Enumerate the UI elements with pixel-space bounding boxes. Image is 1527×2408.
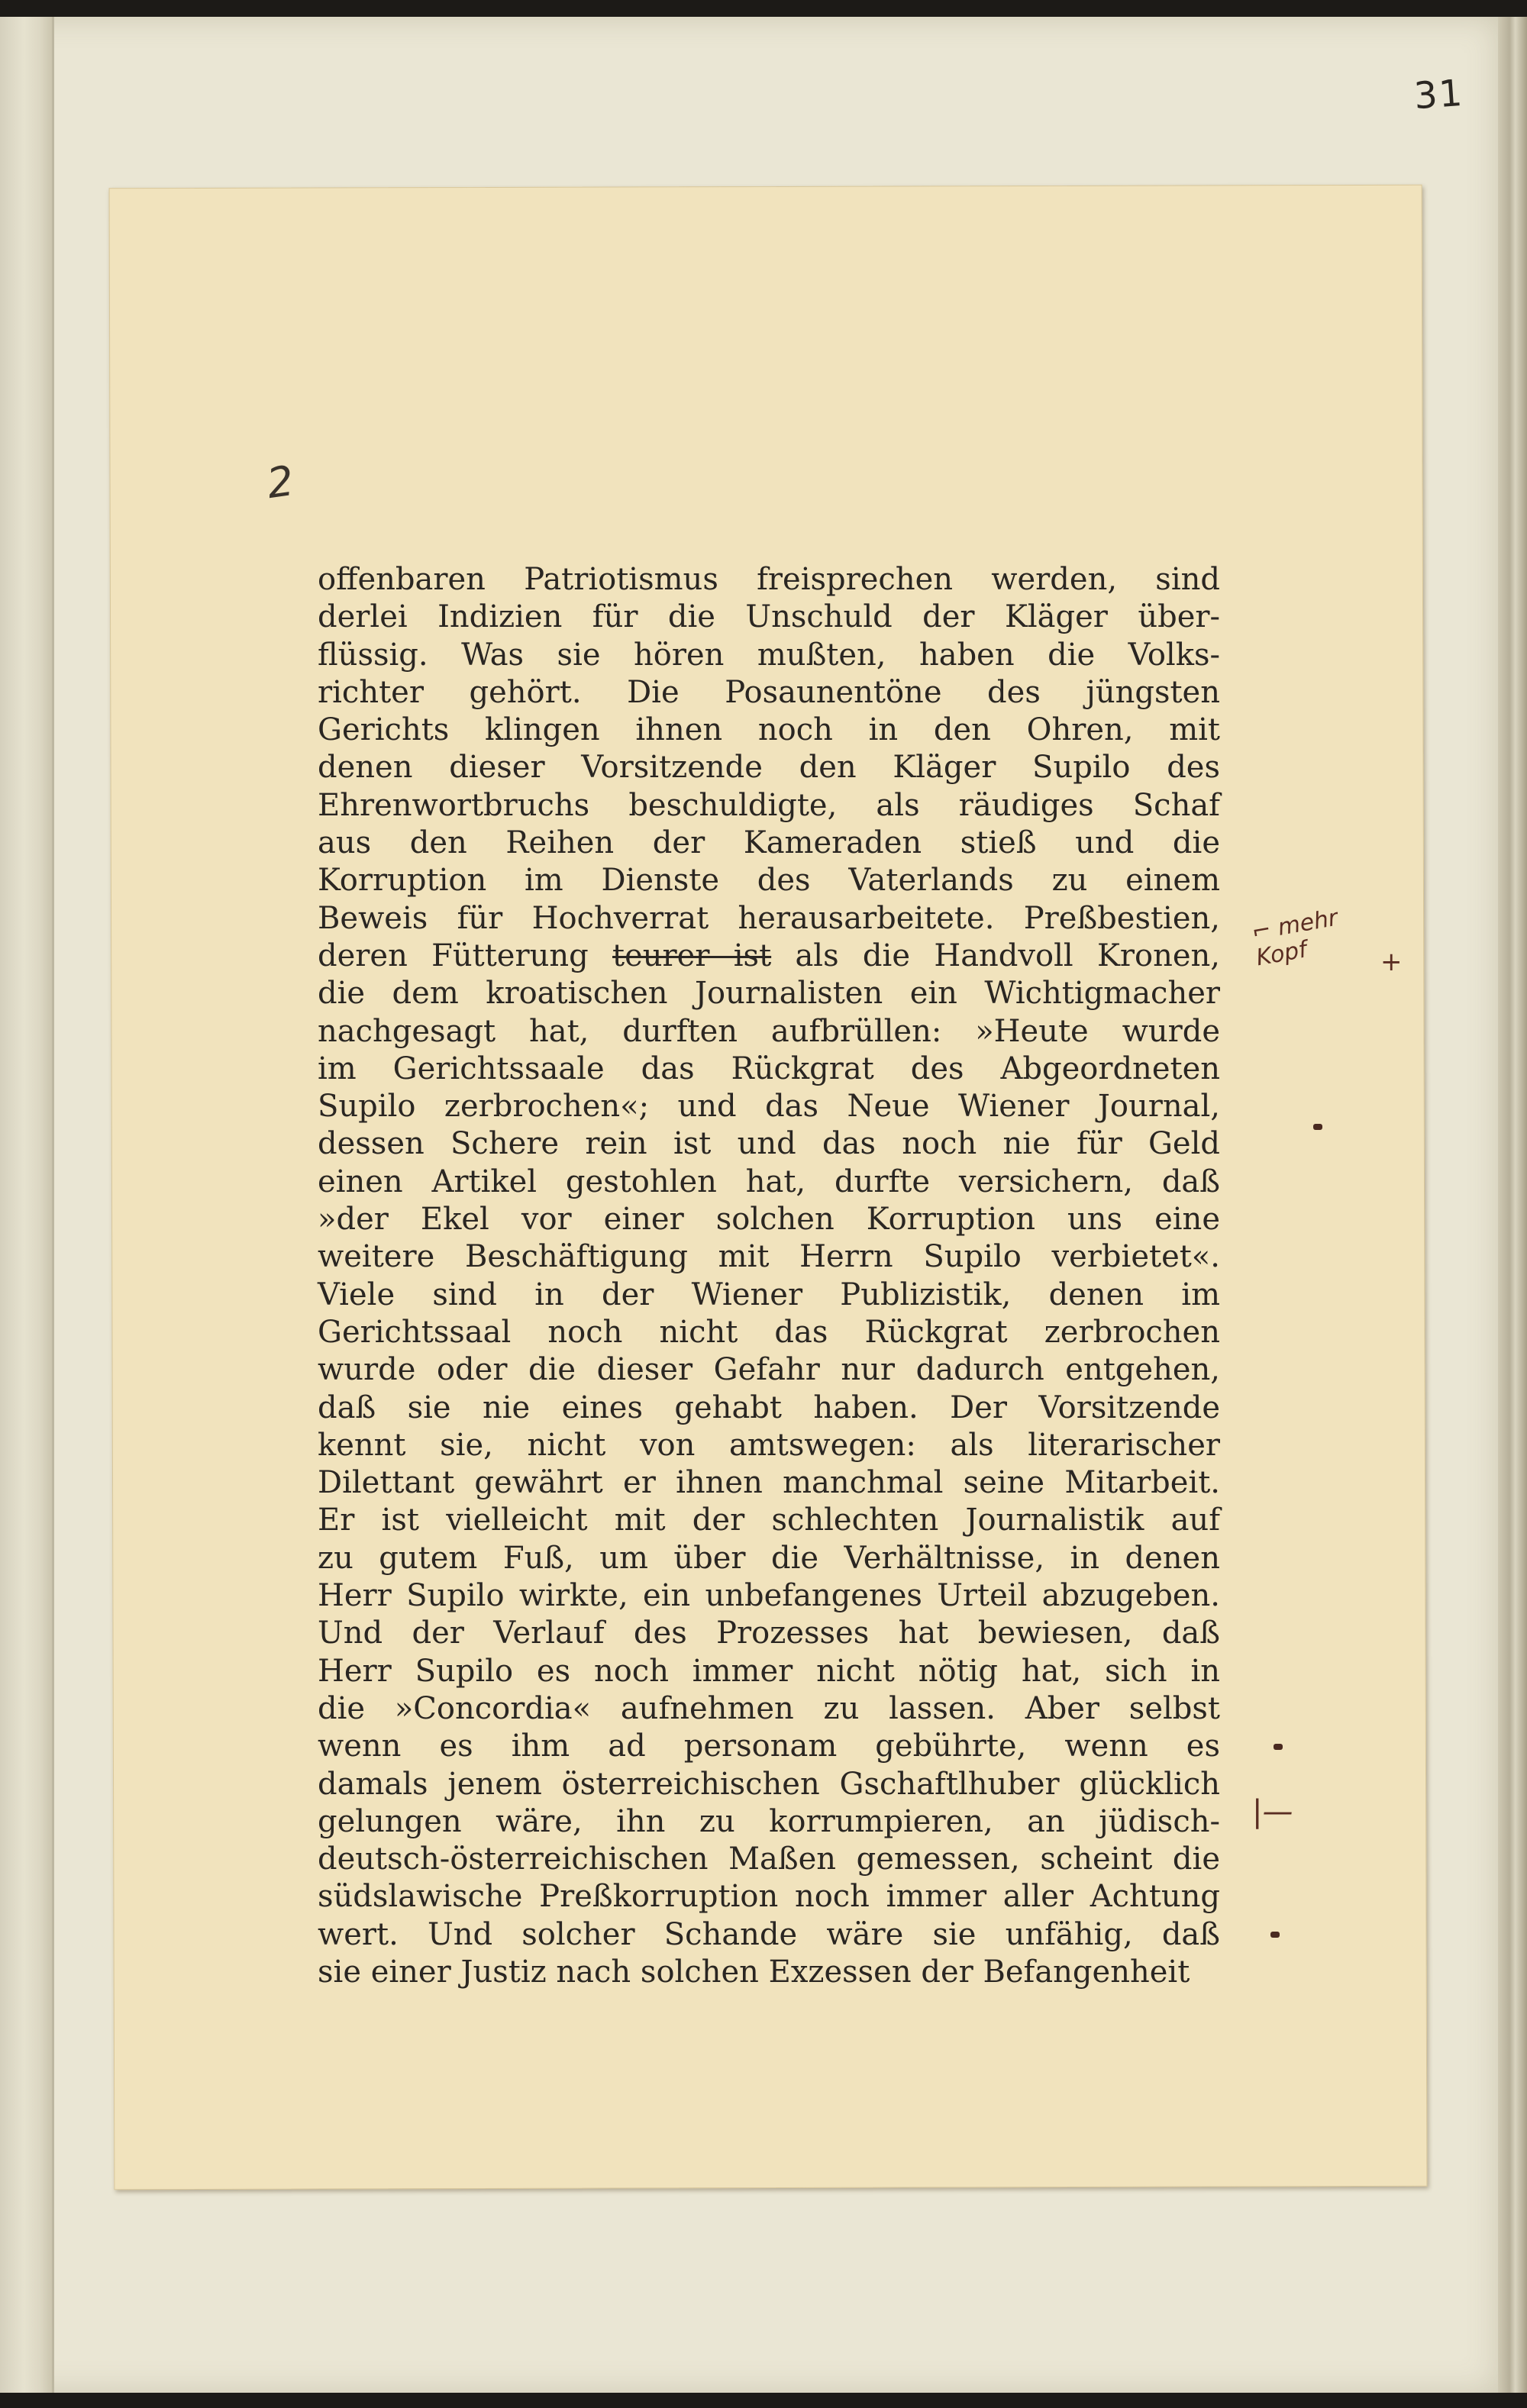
- margin-dot-mark: [1270, 1932, 1280, 1938]
- insertion-note-line: ⌐ mehr: [1249, 904, 1340, 946]
- text-line: Viele sind in der Wiener Publizistik, denen im: [318, 1277, 1220, 1312]
- text-line: Gerichtssaal noch nicht das Rückgrat zerbrochen: [318, 1314, 1220, 1350]
- binding-edge: [0, 17, 53, 2393]
- text-line: Herr Supilo es noch immer nicht nötig hat, sich in: [318, 1653, 1220, 1689]
- text-line: die dem kroatischen Journalisten ein Wichtigmacher: [318, 976, 1220, 1012]
- text-line: Herr Supilo wirkte, ein unbefangenes Urteil abzugeben.: [318, 1578, 1220, 1614]
- text-line: damals jenem österreichischen Gschaftlhuber glücklich: [318, 1766, 1220, 1802]
- text-line: Gerichts klingen ihnen noch in den Ohren, mit: [318, 712, 1220, 748]
- text-line: »der Ekel vor einer solchen Korruption uns eine: [318, 1202, 1220, 1238]
- text-line: wert. Und solcher Schande wäre sie unfähig, daß: [318, 1916, 1220, 1952]
- struck-out-words: teurer ist: [612, 938, 772, 973]
- text-line: dessen Schere rein ist und das noch nie für Geld: [318, 1126, 1220, 1162]
- text-line: deutsch-österreichischen Maßen gemessen, scheint die: [318, 1842, 1220, 1877]
- text-line: Er ist vielleicht mit der schlechten Journalistik auf: [318, 1503, 1220, 1538]
- text-line: wenn es ihm ad personam gebührte, wenn es: [318, 1729, 1220, 1764]
- text-line: Supilo zerbrochen«; und das Neue Wiener Journal,: [318, 1089, 1220, 1125]
- handwritten-plus-mark: +: [1380, 947, 1403, 977]
- text-line: Und der Verlauf des Prozesses hat bewiesen, daß: [318, 1616, 1220, 1651]
- text-line: offenbaren Patriotismus freisprechen werden, sind: [318, 562, 1220, 597]
- text-fragment: deren Fütterung: [318, 938, 613, 973]
- margin-dot-mark: [1313, 1124, 1322, 1130]
- insertion-note-line: Kopf: [1254, 936, 1309, 972]
- text-line: weitere Beschäftigung mit Herrn Supilo verbietet«.: [318, 1239, 1220, 1275]
- text-line: flüssig. Was sie hören mußten, haben die Volks-: [318, 637, 1220, 673]
- printed-text-block: [318, 561, 1220, 1991]
- text-fragment: als die Handvoll Kronen,: [771, 938, 1220, 973]
- text-line: Beweis für Hochverrat herausarbeitete. Preßbestien,: [318, 900, 1220, 936]
- text-line: derlei Indizien für die Unschuld der Kläger über-: [318, 599, 1220, 635]
- text-line: im Gerichtssaale das Rückgrat des Abgeordneten: [318, 1051, 1220, 1086]
- text-line: sie einer Justiz nach solchen Exzessen der Befangenheit: [318, 1954, 1190, 1990]
- text-line: denen dieser Vorsitzende den Kläger Supilo des: [318, 750, 1220, 786]
- text-line: zu gutem Fuß, um über die Verhältnisse, in denen: [318, 1540, 1220, 1576]
- text-line: Korruption im Dienste des Vaterlands zu einem: [318, 863, 1220, 899]
- text-line: daß sie nie eines gehabt haben. Der Vorsitzende: [318, 1390, 1220, 1425]
- leaf-fold: [52, 17, 54, 2393]
- handwritten-bar-mark: |—: [1252, 1794, 1293, 1829]
- text-line-with-strikeout: [318, 938, 1220, 975]
- text-line: gelungen wäre, ihn zu korrumpieren, an jüdisch-: [318, 1803, 1220, 1839]
- text-line: südslawische Preßkorruption noch immer aller Achtung: [318, 1879, 1220, 1915]
- text-line: Ehrenwortbruchs beschuldigte, als räudiges Schaf: [318, 787, 1220, 823]
- sheet-page-number: 2: [263, 456, 297, 508]
- text-line: nachgesagt hat, durften aufbrüllen: »Heute wurde: [318, 1013, 1220, 1049]
- folio-number: 31: [1412, 71, 1465, 118]
- text-line: richter gehört. Die Posaunentöne des jüngsten: [318, 674, 1220, 710]
- text-line: Dilettant gewährt er ihnen manchmal seine Mitarbeit.: [318, 1465, 1220, 1501]
- page-stack-edge: [1498, 17, 1527, 2393]
- text-line: einen Artikel gestohlen hat, durfte versichern, daß: [318, 1164, 1220, 1199]
- text-line: wurde oder die dieser Gefahr nur dadurch entgehen,: [318, 1352, 1220, 1388]
- text-line: aus den Reihen der Kameraden stieß und die: [318, 825, 1220, 861]
- text-line: kennt sie, nicht von amtswegen: als literarischer: [318, 1427, 1220, 1463]
- text-line: die »Concordia« aufnehmen zu lassen. Aber selbst: [318, 1690, 1220, 1726]
- margin-dot-mark: [1274, 1744, 1283, 1750]
